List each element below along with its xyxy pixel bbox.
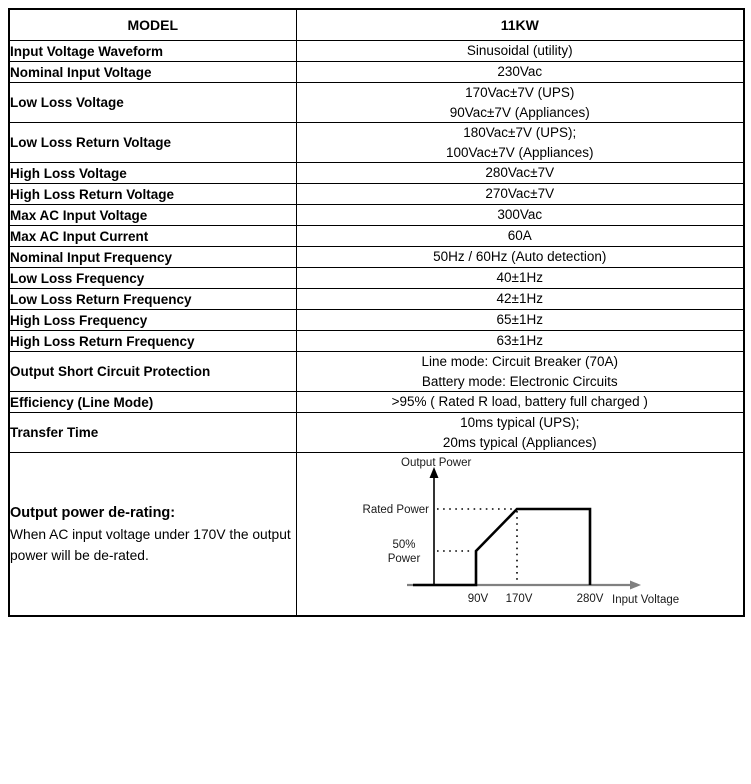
tick-170v-label: 170V [505, 593, 532, 605]
spec-row-label: Low Loss Return Voltage [9, 123, 296, 163]
derating-row [9, 453, 744, 617]
spec-row-value [296, 41, 744, 62]
value-line: 65±1Hz [496, 312, 543, 328]
spec-row-value [296, 352, 744, 392]
fifty-power-tick-label-2: Power [387, 553, 420, 565]
derating-title: Output power de-rating: [10, 504, 176, 521]
spec-row [9, 226, 744, 247]
value-line: 63±1Hz [496, 333, 543, 349]
spec-row [9, 310, 744, 331]
spec-row-label: Low Loss Voltage [9, 83, 296, 123]
spec-row-value [296, 123, 744, 163]
derating-label-cell [9, 453, 296, 617]
spec-row [9, 413, 744, 453]
spec-row-value [296, 163, 744, 184]
value-line: >95% ( Rated R load, battery full charged ) [391, 394, 648, 410]
spec-row-label: Input Voltage Waveform [9, 41, 296, 62]
spec-row-value [296, 392, 744, 413]
spec-row-label: Transfer Time [9, 413, 296, 453]
spec-row [9, 123, 744, 163]
spec-row-value [296, 268, 744, 289]
spec-row-label: High Loss Return Frequency [9, 331, 296, 352]
value-line: 300Vac [497, 207, 543, 223]
spec-row-value [296, 310, 744, 331]
value-line: 10ms typical (UPS); [460, 415, 580, 430]
spec-row-value [296, 205, 744, 226]
derating-chart-cell [296, 453, 744, 617]
spec-table [8, 8, 745, 617]
spec-row [9, 41, 744, 62]
value-line: 50Hz / 60Hz (Auto detection) [433, 249, 607, 265]
spec-row [9, 331, 744, 352]
x-axis-label: Input Voltage [611, 594, 679, 606]
value-line: 230Vac [497, 64, 543, 80]
tick-280v-label: 280V [576, 593, 603, 605]
spec-row [9, 163, 744, 184]
spec-row-label: Output Short Circuit Protection [9, 352, 296, 392]
value-line: 280Vac±7V [485, 165, 555, 181]
value-line: 180Vac±7V (UPS); [463, 125, 577, 140]
spec-row [9, 352, 744, 392]
spec-row [9, 247, 744, 268]
spec-row [9, 392, 744, 413]
tick-90v-label: 90V [467, 593, 488, 605]
derating-description: When AC input voltage under 170V the output power will be de-rated. [10, 526, 291, 563]
spec-row-value [296, 184, 744, 205]
rated-power-tick-label: Rated Power [362, 504, 429, 516]
y-axis-label: Output Power [400, 457, 471, 469]
value-line: 270Vac±7V [485, 186, 555, 202]
spec-row-label: Nominal Input Voltage [9, 62, 296, 83]
spec-row [9, 184, 744, 205]
spec-row-label: Low Loss Return Frequency [9, 289, 296, 310]
spec-row [9, 205, 744, 226]
spec-row-value [296, 247, 744, 268]
spec-row [9, 83, 744, 123]
spec-row-value [296, 289, 744, 310]
derating-curve [413, 509, 590, 585]
spec-row-value [296, 226, 744, 247]
spec-row [9, 268, 744, 289]
header-row [9, 9, 744, 41]
value-line: 100Vac±7V (Appliances) [446, 144, 594, 160]
value-line: Line mode: Circuit Breaker (70A) [421, 354, 619, 369]
spec-row-label: High Loss Voltage [9, 163, 296, 184]
spec-row-value [296, 83, 744, 123]
model-header-cell: MODEL [9, 9, 296, 41]
spec-row-label: High Loss Frequency [9, 310, 296, 331]
value-line: Battery mode: Electronic Circuits [421, 373, 618, 389]
spec-row-label: Max AC Input Current [9, 226, 296, 247]
derating-chart [297, 453, 743, 615]
value-line: 42±1Hz [496, 291, 543, 307]
spec-row [9, 289, 744, 310]
fifty-power-tick-label-1: 50% [391, 539, 416, 551]
value-line: 40±1Hz [496, 270, 543, 286]
spec-row-value [296, 413, 744, 453]
spec-rows [9, 41, 744, 453]
spec-row-label: High Loss Return Voltage [9, 184, 296, 205]
spec-row [9, 62, 744, 83]
model-value-cell: 11KW [296, 9, 744, 41]
value-line: Sinusoidal (utility) [466, 43, 573, 59]
spec-row-value [296, 331, 744, 352]
spec-row-label: Low Loss Frequency [9, 268, 296, 289]
value-line: 20ms typical (Appliances) [442, 434, 597, 450]
value-line: 170Vac±7V (UPS) [465, 85, 575, 100]
spec-row-value [296, 62, 744, 83]
spec-row-label: Efficiency (Line Mode) [9, 392, 296, 413]
spec-row-label: Nominal Input Frequency [9, 247, 296, 268]
spec-row-label: Max AC Input Voltage [9, 205, 296, 226]
value-line: 90Vac±7V (Appliances) [449, 104, 590, 120]
value-line: 60A [507, 228, 532, 244]
x-axis-arrow-icon [630, 581, 641, 590]
